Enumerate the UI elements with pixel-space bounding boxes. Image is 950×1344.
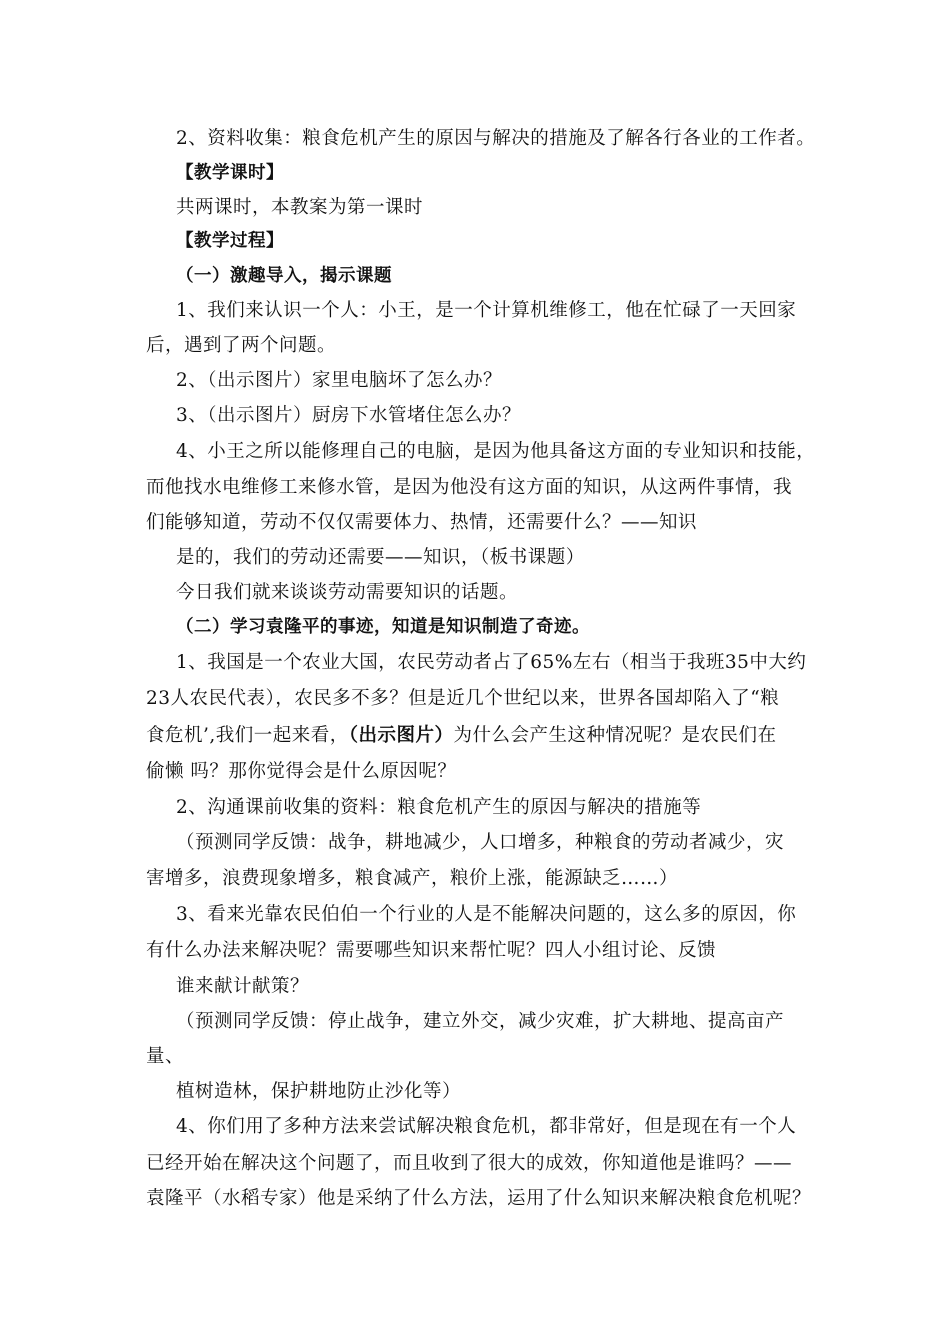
- paragraph-line: 偷懒 吗？那你觉得会是什么原因呢？: [146, 761, 457, 782]
- paragraph-line: 是的，我们的劳动还需要——知识，（板书课题）: [176, 547, 585, 568]
- heading-section-2: （二）学习袁隆平的事迹，知道是知识制造了奇迹。: [176, 617, 590, 637]
- paragraph-line: 袁隆平（水稻专家）他是采纳了什么方法，运用了什么知识来解决粮食危机呢？: [146, 1188, 812, 1209]
- paragraph-line: 害增多，浪费现象增多，粮食减产，粮价上涨，能源缺乏……）: [146, 868, 679, 889]
- heading-section-1: （一）激趣导入，揭示课题: [176, 266, 392, 286]
- paragraph-line: 1、我国是一个农业大国，农民劳动者占了65%左右（相当于我班35中大约: [176, 652, 807, 673]
- paragraph-line: 谁来献计献策？: [176, 976, 310, 997]
- paragraph-line: 而他找水电维修工来修水管，是因为他没有这方面的知识，从这两件事情，我: [146, 477, 793, 498]
- paragraph-line: 2、（出示图片）家里电脑坏了怎么办？: [176, 370, 503, 391]
- paragraph-line: 们能够知道，劳动不仅仅需要体力、热情，还需要什么？——知识: [146, 512, 698, 533]
- paragraph-line: 已经开始在解决这个问题了，而且收到了很大的成效，你知道他是谁吗？——: [146, 1153, 793, 1174]
- text-run: 食危机’,我们一起来看，: [146, 725, 349, 746]
- heading-teaching-process: 【教学过程】: [176, 231, 284, 251]
- paragraph-line: 2、沟通课前收集的资料：粮食危机产生的原因与解决的措施等: [176, 797, 702, 818]
- paragraph-line: 有什么办法来解决呢？需要哪些知识来帮忙呢？四人小组讨论、反馈: [146, 940, 717, 961]
- paragraph-line: 量、: [146, 1046, 185, 1067]
- paragraph-line: （预测同学反馈：战争，耕地减少，人口增多，种粮食的劳动者减少，灾: [176, 832, 785, 853]
- heading-teaching-hours: 【教学课时】: [176, 163, 284, 183]
- paragraph-line: 4、小王之所以能修理自己的电脑，是因为他具备这方面的专业知识和技能，: [176, 441, 816, 462]
- paragraph-line: 植树造林，保护耕地防止沙化等）: [176, 1081, 462, 1102]
- paragraph-line: 3、看来光靠农民伯伯一个行业的人是不能解决问题的，这么多的原因，你: [176, 904, 797, 925]
- text-run: 为什么会产生这种情况呢？是农民们在: [453, 725, 777, 746]
- paragraph-line: 23人农民代表），农民多不多？但是近几个世纪以来，世界各国却陷入了“粮: [146, 688, 780, 709]
- paragraph-line: （预测同学反馈：停止战争，建立外交，减少灾难，扩大耕地、提高亩产: [176, 1011, 785, 1032]
- paragraph-line: 今日我们就来谈谈劳动需要知识的话题。: [176, 582, 519, 603]
- paragraph-line: 3、（出示图片）厨房下水管堵住怎么办？: [176, 405, 522, 426]
- teaching-hours-text: 共两课时，本教案为第一课时: [176, 197, 424, 218]
- materials-item: 2、资料收集：粮食危机产生的原因与解决的措施及了解各行各业的工作者。: [176, 128, 816, 149]
- paragraph-line: 4、你们用了多种方法来尝试解决粮食危机，都非常好，但是现在有一个人: [176, 1116, 797, 1137]
- paragraph-line: [146, 727, 777, 746]
- paragraph-line: 1、我们来认识一个人：小王，是一个计算机维修工，他在忙碌了一天回家: [176, 300, 797, 321]
- text-run-bold: （出示图片）: [348, 725, 454, 746]
- paragraph-line: 后，遇到了两个问题。: [146, 335, 337, 356]
